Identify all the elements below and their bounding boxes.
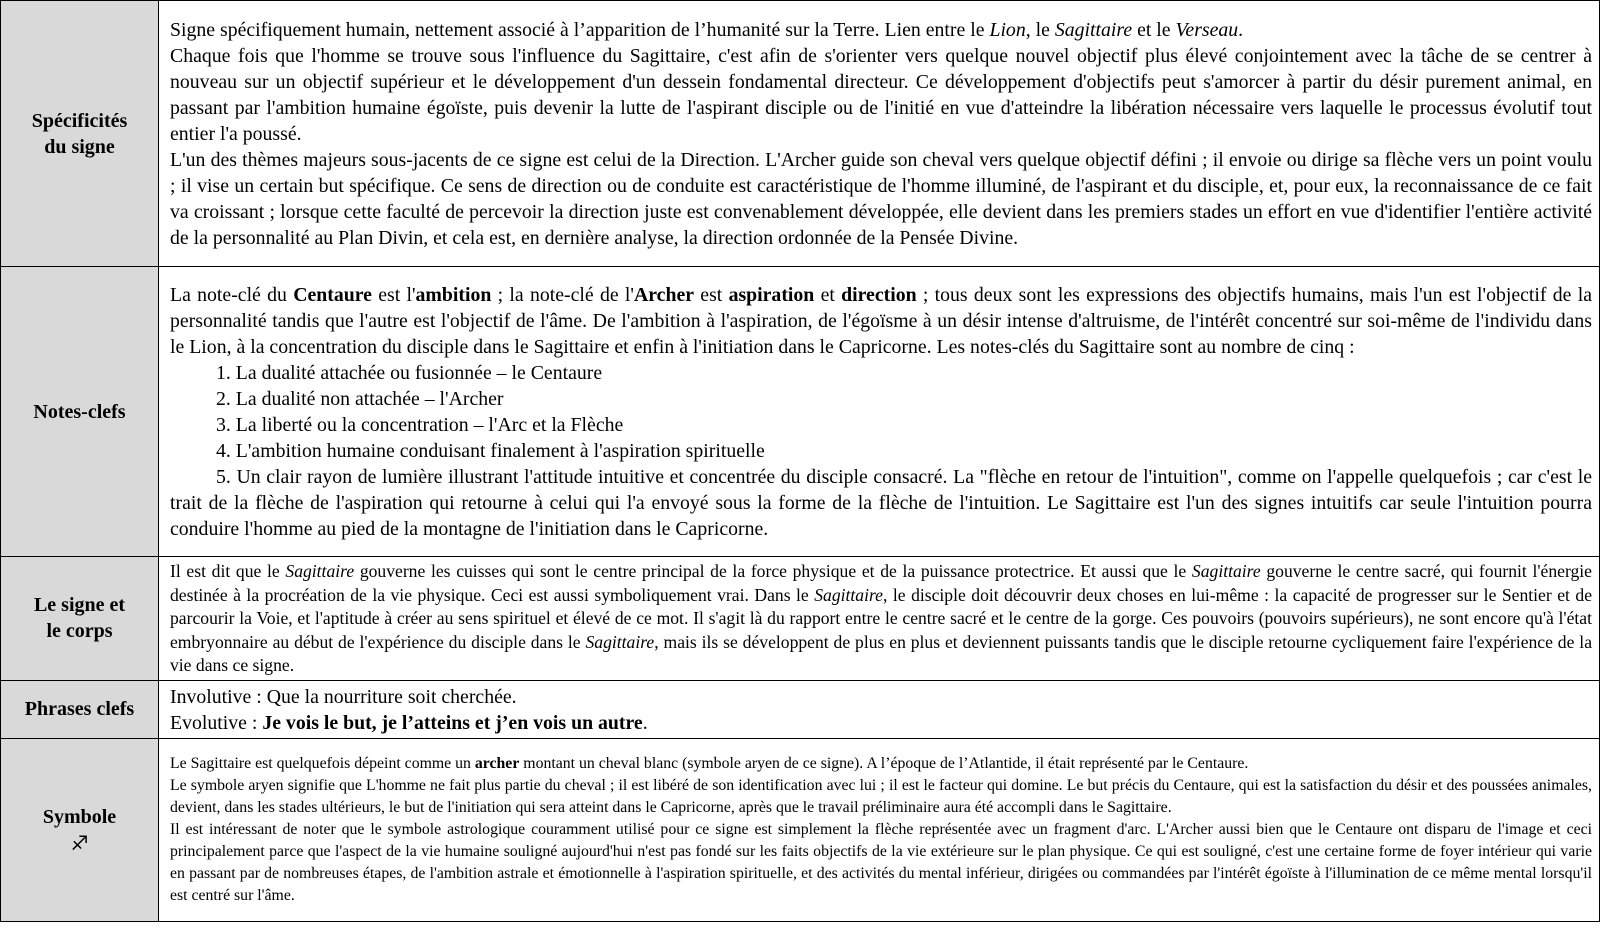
text-run: , le xyxy=(1025,19,1055,41)
text-run: ; tous deux sont les expressions des objectifs humains, mais l'un est l'objectif de la personnalité tandis que l'autre est l'objectif de l'âme. De l'ambition à l'aspiration, de l'égoïsme à un désir intense d'altruisme, de l'intérêt concentré sur soi-même de l'individu dans le Lion, à la concentration du disciple dans le Sagittaire et enfin à l'initiation dans le Capricorne. Les notes-clés du Sagittaire sont au nombre de cinq : xyxy=(170,284,1592,358)
bold-text: Archer xyxy=(633,284,695,306)
phrase-evolutive xyxy=(170,710,1592,736)
row-header-line: Notes-clefs xyxy=(33,400,126,423)
text-run: Signe spécifiquement humain, nettement associé à l’apparition de l’humanité sur la Terre. Lien entre le xyxy=(170,19,990,41)
italic-text: Sagittaire xyxy=(814,584,883,605)
bold-text: Je vois le but, je l’atteins et j’en vois un autre xyxy=(262,711,643,734)
list-item: 1. La dualité attachée ou fusionnée – le Centaure xyxy=(216,362,603,384)
phrase-involutive: Involutive : Que la nourriture soit cherchée. xyxy=(170,685,517,708)
bold-text: direction xyxy=(841,284,917,306)
row-header-line: Le signe et xyxy=(33,594,126,617)
paragraph: Chaque fois que l'homme se trouve sous l'influence du Sagittaire, c'est afin de s'orienter vers quelque nouvel objectif plus élevé conjointement avec la tâche de se centrer à nouveau sur un objectif supérieur et le développement d'un dessein fondamental directeur. Ce développement d'objectifs peut s'amorcer à partir du désir purement animal, en passant par l'ambition humaine égoïste, puis devenir la lutte de l'aspirant disciple ou de l'initié en vue d'atteindre la libération nécessaire vers laquelle le processus évolutif tout entier l'a poussé. xyxy=(170,45,1592,145)
list-item: 2. La dualité non attachée – l'Archer xyxy=(216,388,504,410)
italic-text: Sagittaire xyxy=(1191,561,1261,581)
paragraph: L'un des thèmes majeurs sous-jacents de ce signe est celui de la Direction. L'Archer guide son cheval vers quelque objectif défini ; il envoie ou dirige sa flèche vers un point voulu ; il vise un certain but spécifique. Ce sens de direction ou de conduite est caractéristique de l'homme illuminé, de l'aspirant et du disciple, et, pour eux, la reconnaissance de ce fait va croissant ; lorsque cette faculté de percevoir la direction juste est convenablement développée, elle devient dans les premiers stades un effort en vue d'identifier l'entière activité de la personnalité au Plan Divin, et cela est, en dernière analyse, la direction ordonnée de la Pensée Divine. xyxy=(170,149,1592,249)
row-header-line: Phrases clefs xyxy=(24,698,135,720)
text-run: . xyxy=(1238,19,1244,41)
row-header-signe-corps xyxy=(1,557,159,681)
row-content-signe-corps xyxy=(159,557,1600,681)
text-run: est xyxy=(694,284,729,306)
text-run: , mais ils se développent de plus en plus et deviennent puissants tandis que le disciple retourne cycliquement faire l'expérience de la vie dans ce signe. xyxy=(170,631,1593,675)
paragraph xyxy=(170,17,1592,43)
bold-text: archer xyxy=(474,755,520,772)
table-row-symbole xyxy=(1,738,1600,921)
row-header-symbole xyxy=(1,738,159,921)
list-item: 4. L'ambition humaine conduisant finalement à l'aspiration spirituelle xyxy=(216,440,765,462)
text-run: est l' xyxy=(371,284,416,306)
table-row-notes-clefs xyxy=(1,267,1600,557)
bold-text: ambition xyxy=(415,284,492,306)
list-item: 3. La liberté ou la concentration – l'Arc et la Flèche xyxy=(216,414,624,436)
bold-text: aspiration xyxy=(728,284,815,306)
text-run: et le xyxy=(1132,19,1176,41)
text-run: Le Sagittaire est quelquefois dépeint comme un xyxy=(170,755,475,772)
paragraph: Il est intéressant de noter que le symbole astrologique couramment utilisé pour ce signe est simplement la flèche représentée avec un fragment d'arc. L'Archer aussi bien que le Centaure ont disparu de l'image et ceci principalement parce que l'aspect de la vie humaine souligné aujourd'hui n'est pas fondé sur les faits objectifs de la vie extérieure sur le plan physique. Ce qui est souligné, c'est une certaine forme de foyer intérieur qui varie en passant par de nombreuses étapes, de l'ambition astrale et émotionnelle à l'aspiration spirituelle, et des activités du mental inférieur, dirigées ou commandées par l'intérêt égoïste à l'illumination de ce même mental lorsqu'il est centré sur l'âme. xyxy=(170,821,1592,904)
table-row-specificites xyxy=(1,1,1600,267)
text-run: ; la note-clé de l' xyxy=(491,284,634,306)
list-item: 5. Un clair rayon de lumière illustrant l'attitude intuitive et concentrée du disciple consacré. La "flèche en retour de l'intuition", comme on l'appelle quelquefois ; car c'est le trait de la flèche de l'aspiration qui retourne à celui qui l'a envoyé sous la forme de la flèche de l'intuition. Le Sagittaire est l'un des signes intuitifs car seule l'intuition pourra conduire l'homme au pied de la montagne de l'initiation dans le Capricorne. xyxy=(170,466,1592,540)
table-row-signe-corps xyxy=(1,557,1600,681)
text-run: Evolutive : xyxy=(170,711,263,734)
row-header-line: du signe xyxy=(44,135,115,158)
text-run: et xyxy=(814,284,842,306)
row-content-specificites xyxy=(159,1,1600,267)
sagittarius-icon: ♐ xyxy=(70,830,89,855)
paragraph xyxy=(170,282,1592,360)
text-run: , le disciple doit découvrir deux choses en lui-même : la capacité de progresser sur le Sentier et de parcourir la Voie, et l'aptitude à créer au sens spirituel et élevé de ce mot. Il s'agit là du rapport entre le centre sacré et le centre de la gorge. Ces pouvoirs (pouvoirs supérieurs), ne sont encore qu'à l'état embryonnaire au début de l'expérience du disciple dans le xyxy=(170,584,1592,652)
table-row-phrases-clefs xyxy=(1,680,1600,738)
text-run: Il est dit que le xyxy=(170,561,286,581)
text-run: La note-clé du xyxy=(170,284,294,306)
row-header-specificites xyxy=(1,1,159,267)
text-run: gouverne les cuisses qui sont le centre principal de la force physique et de la puissance protectrice. Et aussi que le xyxy=(354,561,1192,581)
bold-text: Centaure xyxy=(293,284,372,306)
paragraph xyxy=(170,560,1592,678)
italic-text: Sagittaire xyxy=(585,631,655,652)
italic-text: Verseau xyxy=(1175,19,1239,41)
text-run: gouverne le centre sacré, qui fournit l'énergie destinée à la procréation de la vie physique. Ceci est aussi symboliquement vrai. Dans le xyxy=(170,561,1592,605)
text-run: montant un cheval blanc (symbole aryen de ce signe). A l’époque de l’Atlantide, il était représenté par le Centaure. xyxy=(519,755,1249,772)
row-header-line: Spécificités xyxy=(31,109,128,132)
row-content-symbole xyxy=(159,738,1600,921)
row-header-phrases-clefs xyxy=(1,680,159,738)
paragraph xyxy=(170,753,1592,775)
paragraph: Le symbole aryen signifie que L'homme ne fait plus partie du cheval ; il est libéré de son identification avec lui ; il est le facteur qui domine. Le but précis du Centaure, qui est la satisfaction du désir et des poussées animales, devient, dans les stades ultérieurs, le but de l'initiation qui sera atteint dans le Capricorne, après que le travail préliminaire aura été accompli dans le Sagittaire. xyxy=(170,777,1592,816)
row-header-line: le corps xyxy=(46,620,113,643)
row-content-notes-clefs xyxy=(159,267,1600,557)
row-content-phrases-clefs xyxy=(159,680,1600,738)
text-run: . xyxy=(642,711,648,734)
row-header-notes-clefs xyxy=(1,267,159,557)
row-header-line: Symbole xyxy=(42,805,117,828)
italic-text: Sagittaire xyxy=(1054,19,1133,41)
italic-text: Lion xyxy=(989,19,1026,41)
italic-text: Sagittaire xyxy=(285,561,355,581)
